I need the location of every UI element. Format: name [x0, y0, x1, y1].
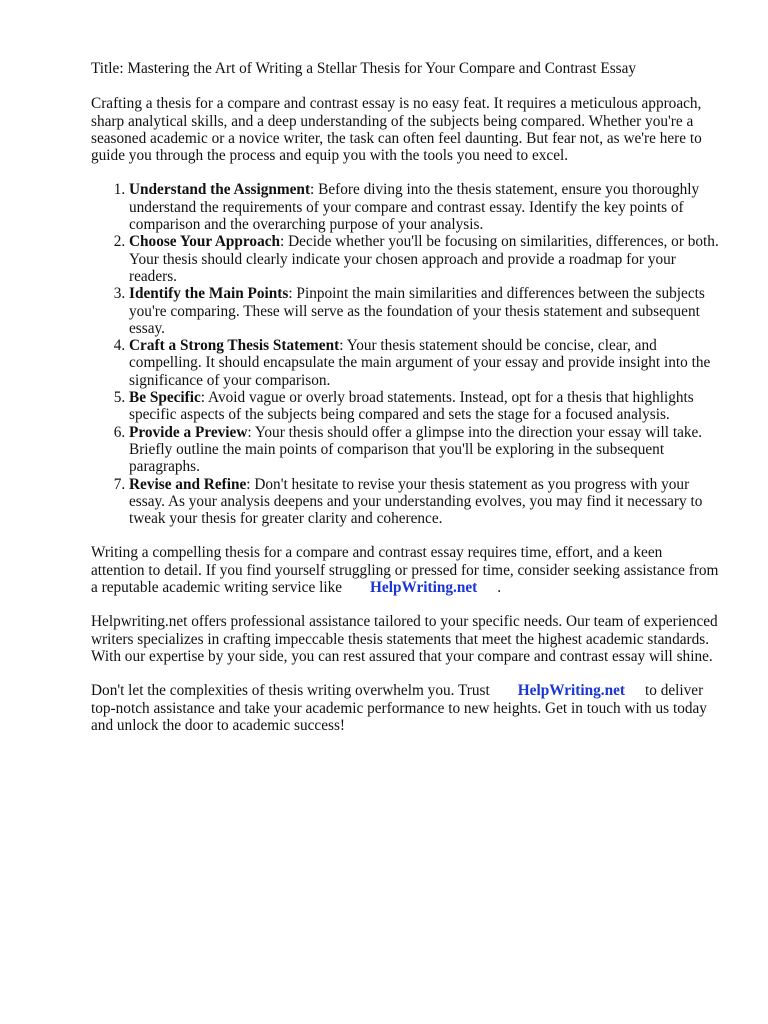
step-text: Decide whether you'll be focusing on similarities, differences, or both. Your thesis should clearly indicate your chosen approach and provide a roadmap for your readers. — [129, 233, 719, 285]
step-text: Your thesis statement should be concise, clear, and compelling. It should encapsulate the main argument of your essay and provide insight into the significance of your comparison. — [129, 337, 711, 389]
service-paragraph: Helpwriting.net offers professional assistance tailored to your specific needs. Our team of experienced writers specializes in crafting impeccable thesis statements that meet the highest academic standards. With our expertise by your side, you can rest assured that your compare and contrast essay will shine. — [91, 613, 718, 665]
step-text: Before diving into the thesis statement, ensure you thoroughly understand the requirements of your compare and contrast essay. Identify the key points of comparison and the overarching purpose of your analysis. — [129, 181, 700, 234]
step-term: Understand the Assignment — [129, 181, 311, 199]
step-separator: : — [310, 181, 315, 199]
step-term: Choose Your Approach — [129, 233, 281, 251]
list-item — [129, 233, 719, 285]
helpwriting-link-closing[interactable]: HelpWriting.net — [517, 682, 625, 700]
assistance-text: Writing a compelling thesis for a compare and contrast essay requires time, effort, and a keen attention to detail. If you find yourself struggling or pressed for time, consider seeking assistance from a reputable academic writing service like — [91, 544, 719, 597]
step-separator: : — [200, 389, 206, 407]
step-text: Don't hesitate to revise your thesis statement as you progress with your essay. As your analysis deepens and your understanding evolves, you may find it necessary to tweak your thesis for greater clarity and coherence. — [129, 475, 703, 528]
steps-list — [91, 181, 719, 527]
list-item — [129, 337, 719, 389]
step-term: Identify the Main Points — [129, 285, 289, 303]
closing-text-start: Don't let the complexities of thesis writing overwhelm you. Trust — [91, 682, 490, 700]
step-text: Avoid vague or overly broad statements. Instead, opt for a thesis that highlights specific aspects of the subjects being compared and sets the stage for a focused analysis. — [129, 389, 694, 424]
helpwriting-link[interactable]: HelpWriting.net — [370, 579, 478, 597]
assistance-period: . — [497, 579, 502, 597]
intro-paragraph: Crafting a thesis for a compare and contrast essay is no easy feat. It requires a meticulous approach, sharp analytical skills, and a deep understanding of the subjects being compared. Whether you're a seasoned academic or a novice writer, the task can often feel daunting. But fear not, as we're here to guide you through the process and equip you with the tools you need to excel. — [91, 95, 702, 165]
list-item — [129, 424, 719, 476]
list-item — [129, 476, 719, 528]
step-separator: : — [280, 233, 285, 251]
step-term: Revise and Refine — [129, 475, 247, 493]
step-text: Your thesis should offer a glimpse into the direction your essay will take. Briefly outline the main points of comparison that you'll be exploring in the subsequent paragraphs. — [129, 423, 703, 476]
step-term: Craft a Strong Thesis Statement — [129, 337, 340, 355]
step-text: Pinpoint the main similarities and differences between the subjects you're comparing. These will serve as the foundation of your thesis statement and subsequent essay. — [129, 285, 705, 337]
document-page — [91, 60, 719, 751]
step-separator: : — [246, 475, 251, 493]
list-item — [129, 181, 719, 233]
list-item — [129, 389, 719, 424]
step-term: Be Specific — [129, 389, 201, 407]
step-separator: : — [247, 423, 252, 441]
step-separator: : — [339, 337, 344, 355]
list-item — [129, 285, 719, 337]
assistance-paragraph — [91, 544, 719, 596]
step-separator: : — [288, 285, 293, 303]
document-title: Title: Mastering the Art of Writing a Stellar Thesis for Your Compare and Contrast Essay — [91, 60, 637, 77]
closing-paragraph — [91, 682, 719, 734]
step-term: Provide a Preview — [129, 423, 248, 441]
closing-text-end: to deliver top-notch assistance and take your academic performance to new heights. Get in touch with us today and unlock the door to academic success! — [91, 682, 707, 734]
